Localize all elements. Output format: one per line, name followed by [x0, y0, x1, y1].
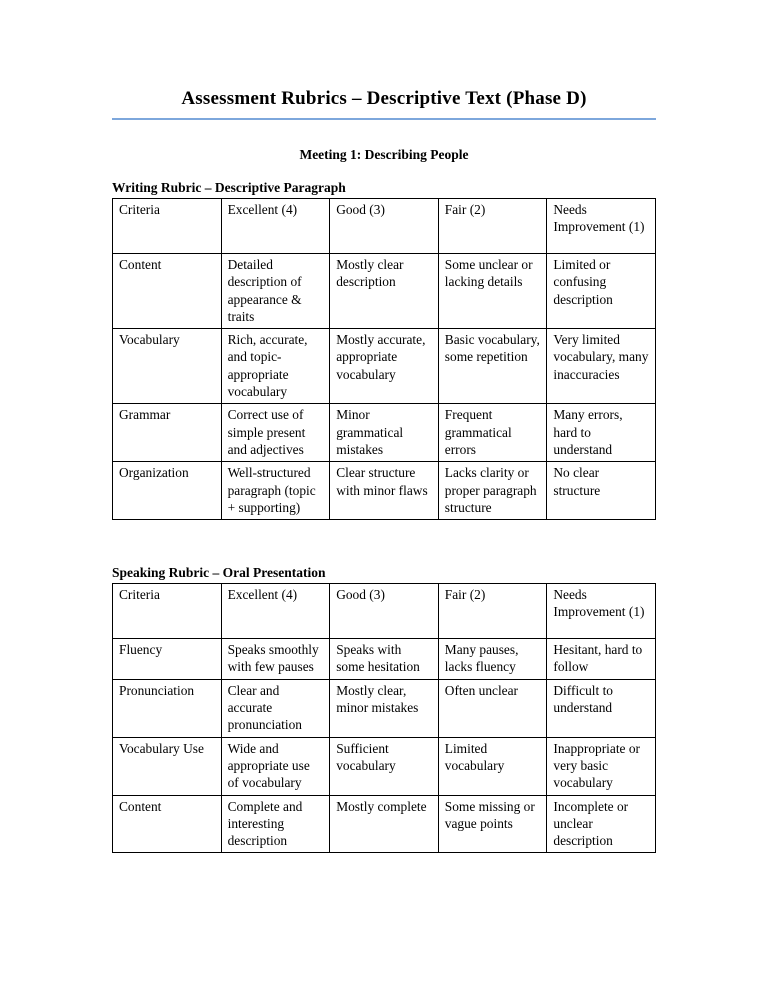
- rubric-cell: Lacks clarity or proper paragraph structure: [438, 462, 547, 520]
- table-row: [113, 404, 656, 462]
- criteria-cell: Content: [113, 254, 222, 329]
- rubric-cell: No clear structure: [547, 462, 656, 520]
- rubric-cell: Minor grammatical mistakes: [330, 404, 439, 462]
- rubric-cell: Rich, accurate, and topic-appropriate vocabulary: [221, 329, 330, 404]
- column-header-cell: Needs Improvement (1): [547, 584, 656, 639]
- table-row: [113, 462, 656, 520]
- table-row: [113, 254, 656, 329]
- rubric-cell: Mostly complete: [330, 795, 439, 853]
- rubric-cell: Difficult to understand: [547, 679, 656, 737]
- criteria-cell: Content: [113, 795, 222, 853]
- rubric-cell: Complete and interesting description: [221, 795, 330, 853]
- table-header-row: [113, 199, 656, 254]
- column-header-cell: Good (3): [330, 199, 439, 254]
- criteria-cell: Pronunciation: [113, 679, 222, 737]
- rubric-cell: Correct use of simple present and adjectives: [221, 404, 330, 462]
- column-header-cell: Excellent (4): [221, 584, 330, 639]
- rubric-cell: Very limited vocabulary, many inaccuracies: [547, 329, 656, 404]
- document-title: Assessment Rubrics – Descriptive Text (Phase D): [112, 88, 656, 120]
- criteria-cell: Vocabulary: [113, 329, 222, 404]
- rubric-cell: Some unclear or lacking details: [438, 254, 547, 329]
- rubric-cell: Sufficient vocabulary: [330, 737, 439, 795]
- meeting-heading: Meeting 1: Describing People: [299, 147, 469, 162]
- rubric-cell: Inappropriate or very basic vocabulary: [547, 737, 656, 795]
- rubric-cell: Frequent grammatical errors: [438, 404, 547, 462]
- table-header-row: [113, 584, 656, 639]
- rubric-cell: Well-structured paragraph (topic + supporting): [221, 462, 330, 520]
- writing-rubric-section: [112, 180, 656, 520]
- rubric-cell: Many pauses, lacks fluency: [438, 639, 547, 680]
- section-heading-writing: Writing Rubric – Descriptive Paragraph: [112, 180, 346, 195]
- rubric-cell: Limited or confusing description: [547, 254, 656, 329]
- criteria-cell: Vocabulary Use: [113, 737, 222, 795]
- column-header-cell: Fair (2): [438, 584, 547, 639]
- speaking-rubric-section: [112, 565, 656, 853]
- column-header-cell: Criteria: [113, 199, 222, 254]
- criteria-cell: Fluency: [113, 639, 222, 680]
- section-heading-speaking: Speaking Rubric – Oral Presentation: [112, 565, 326, 581]
- rubric-cell: Limited vocabulary: [438, 737, 547, 795]
- document-content: [112, 0, 656, 853]
- rubric-cell: Clear structure with minor flaws: [330, 462, 439, 520]
- criteria-cell: Organization: [113, 462, 222, 520]
- rubric-cell: Speaks smoothly with few pauses: [221, 639, 330, 680]
- rubric-cell: Detailed description of appearance & traits: [221, 254, 330, 329]
- table-row: [113, 329, 656, 404]
- rubric-cell: Often unclear: [438, 679, 547, 737]
- rubric-cell: Incomplete or unclear description: [547, 795, 656, 853]
- table-row: [113, 679, 656, 737]
- rubric-cell: Many errors, hard to understand: [547, 404, 656, 462]
- rubric-cell: Hesitant, hard to follow: [547, 639, 656, 680]
- column-header-cell: Good (3): [330, 584, 439, 639]
- table-row: [113, 795, 656, 853]
- rubric-cell: Clear and accurate pronunciation: [221, 679, 330, 737]
- column-header-cell: Fair (2): [438, 199, 547, 254]
- column-header-cell: Excellent (4): [221, 199, 330, 254]
- writing-rubric-table: [112, 198, 656, 520]
- rubric-cell: Some missing or vague points: [438, 795, 547, 853]
- rubric-cell: Mostly clear, minor mistakes: [330, 679, 439, 737]
- column-header-cell: Needs Improvement (1): [547, 199, 656, 254]
- table-row: [113, 639, 656, 680]
- speaking-rubric-table: [112, 583, 656, 853]
- rubric-cell: Mostly clear description: [330, 254, 439, 329]
- rubric-cell: Mostly accurate, appropriate vocabulary: [330, 329, 439, 404]
- rubric-cell: Speaks with some hesitation: [330, 639, 439, 680]
- table-row: [113, 737, 656, 795]
- rubric-cell: Wide and appropriate use of vocabulary: [221, 737, 330, 795]
- rubric-cell: Basic vocabulary, some repetition: [438, 329, 547, 404]
- criteria-cell: Grammar: [113, 404, 222, 462]
- column-header-cell: Criteria: [113, 584, 222, 639]
